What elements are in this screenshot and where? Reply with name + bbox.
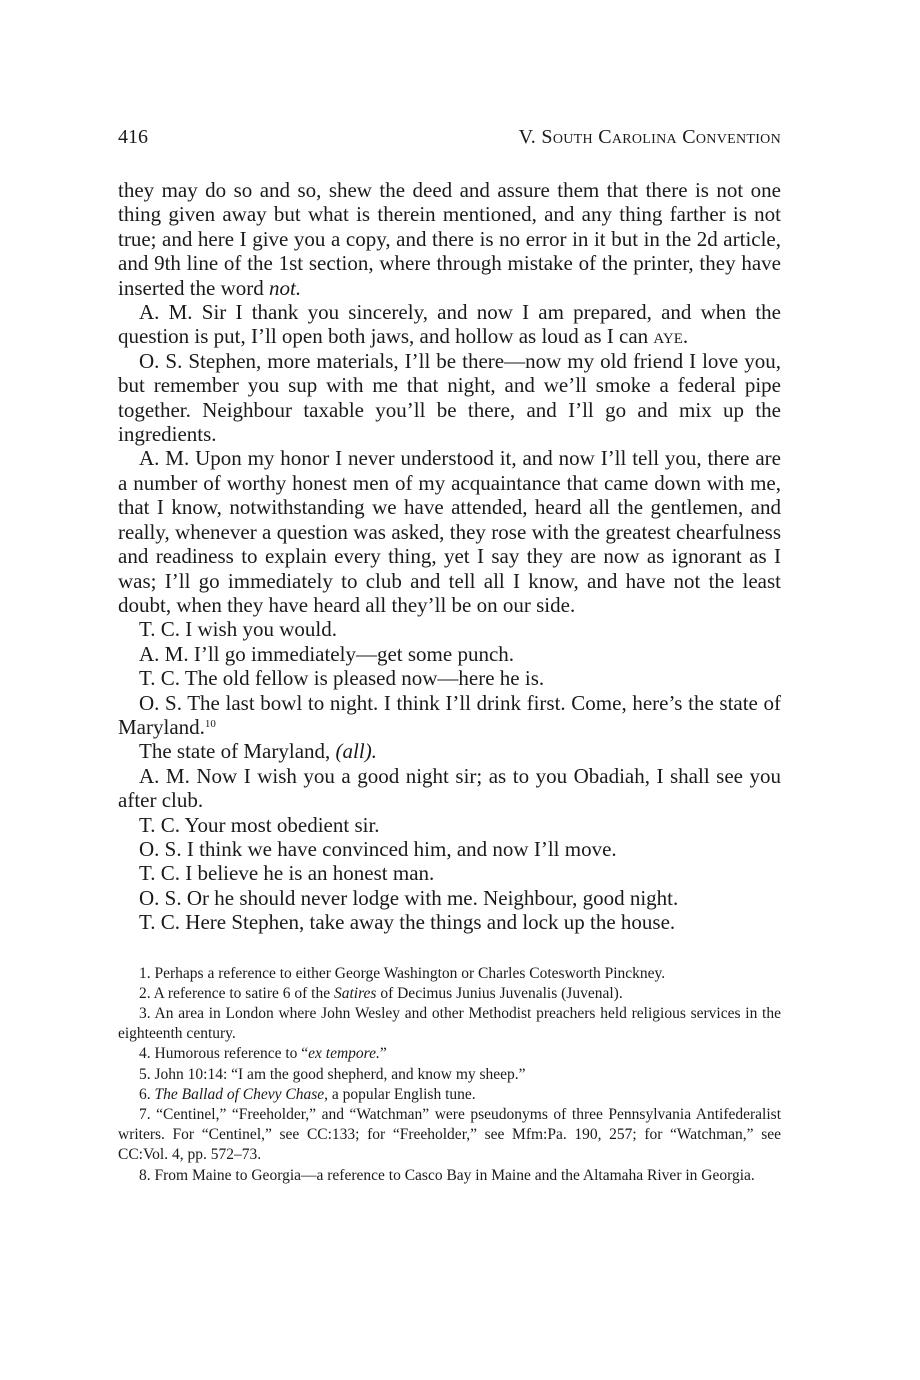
footnote: 1. Perhaps a reference to either George Washington or Charles Cotesworth Pinckney.: [139, 964, 666, 982]
running-head: [118, 126, 781, 160]
footnote: 5. John 10:14: “I am the good shepherd, and know my sheep.”: [139, 1065, 526, 1083]
footnote: 3. An area in London where John Wesley and other Methodist preachers held religious services in the eighteenth century.: [118, 1005, 781, 1043]
footnote: 8. From Maine to Georgia—a reference to Casco Bay in Maine and the Altamaha River in Georgia.: [139, 1166, 755, 1184]
small-caps-word: aye.: [653, 324, 689, 349]
paragraph: A. M. Sir I thank you sincerely, and now I am prepared, and when the question is put, I’ll open both jaws, and hollow as loud as I can aye.: [118, 300, 781, 349]
paragraph: A. M. Now I wish you a good night sir; as to you Obadiah, I shall see you after club.: [118, 763, 781, 813]
paragraph: T. C. Your most obedient sir.: [139, 812, 380, 837]
book-page: [118, 126, 781, 1186]
footnote-marker: 10: [204, 717, 216, 730]
paragraph: O. S. Or he should never lodge with me. Neighbour, good night.: [139, 885, 679, 910]
paragraph: O. S. Stephen, more materials, I’ll be there—now my old friend I love you, but remember you sup with me that night, and we’ll smoke a federal pipe together. Neighbour taxable you’ll be there, and I’ll go and mix up the ingredients.: [118, 348, 781, 447]
footnote: 7. “Centinel,” “Freeholder,” and “Watchman” were pseudonyms of three Pennsylvania Antifederalist writers. For “Centinel,” see CC:133; for “Freeholder,” see Mfm:Pa. 190, 257; for “Watchman,” see CC:Vol. 4, pp. 572–73.: [118, 1106, 781, 1164]
paragraph: T. C. I believe he is an honest man.: [139, 861, 435, 886]
footnote: 2. A reference to satire 6 of the Satires of Decimus Junius Juvenalis (Juvenal).: [139, 984, 623, 1002]
paragraph: O. S. The last bowl to night. I think I’ll drink first. Come, here’s the state of Maryland.$^{10}$: [118, 690, 781, 739]
footnote: 6. The Ballad of Chevy Chase, a popular English tune.: [139, 1085, 476, 1103]
paragraph: A. M. Upon my honor I never understood it, and now I’ll tell you, there are a number of worthy honest men of my acquaintance that came down with me, that I know, notwithstanding we have attended, heard all the gentlemen, and really, whenever a question was asked, they rose with the greatest chearfulness and readiness to explain every thing, yet I say they are now as ignorant as I was; I’ll go immediately to club and tell all I know, and have not the least doubt, when they have heard all they’ll be on our side.: [118, 446, 781, 617]
paragraph: T. C. The old fellow is pleased now—here he is.: [139, 666, 545, 691]
dialogue-text: [118, 178, 781, 935]
page-number: 416: [118, 126, 148, 148]
italic-word: not.: [269, 275, 302, 300]
paragraph: they may do so and so, shew the deed and assure them that there is not one thing given away but what is therein mentioned, and any thing farther is not true; and here I give you a copy, and there is no error in it but in the 2d article, and 9th line of the 1st section, where through mistake of the printer, they have inserted the word not.: [118, 178, 781, 300]
paragraph: T. C. Here Stephen, take away the things and lock up the house.: [139, 910, 676, 935]
italic-word: (all).: [335, 739, 377, 764]
running-title: V. South Carolina Convention: [518, 126, 781, 148]
paragraph: T. C. I wish you would.: [139, 617, 337, 642]
paragraph: A. M. I’ll go immediately—get some punch.: [139, 641, 515, 666]
footnotes: [118, 964, 781, 1186]
footnote: 4. Humorous reference to “ex tempore.”: [139, 1045, 387, 1063]
paragraph: The state of Maryland, (all).: [139, 739, 377, 764]
paragraph: O. S. I think we have convinced him, and now I’ll move.: [139, 836, 617, 861]
